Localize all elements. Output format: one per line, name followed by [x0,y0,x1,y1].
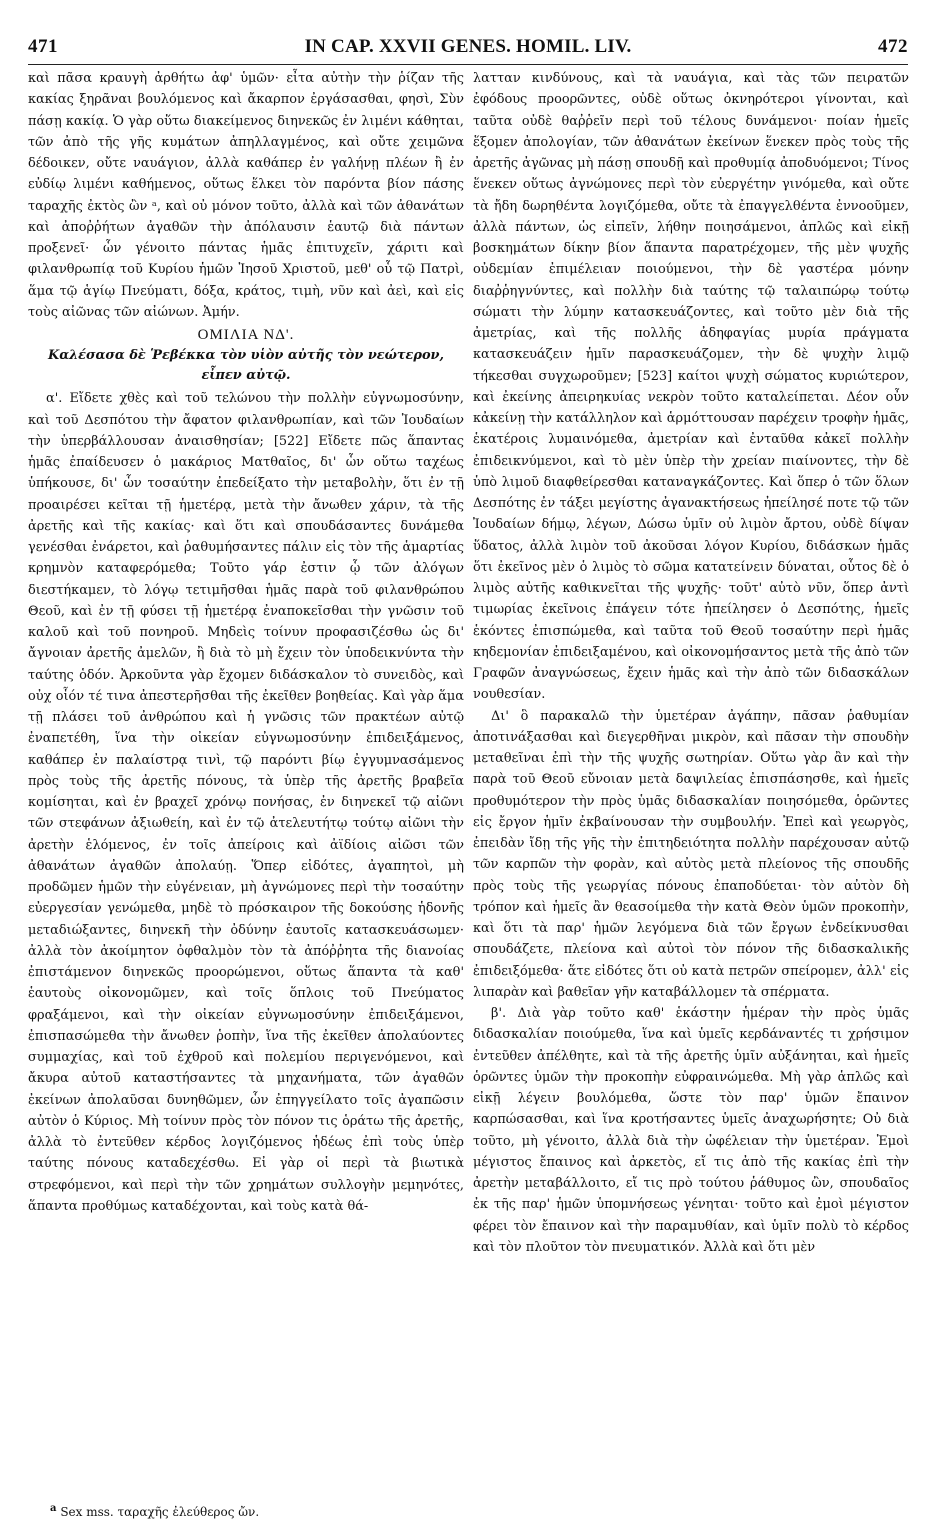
page-number-right: 472 [878,36,908,57]
footnote [50,1500,450,1521]
running-title: IN CAP. XXVII GENES. HOMIL. LIV. [304,36,632,57]
right-paragraph-1: λατταν κινδύνους, καὶ τὰ ναυάγια, καὶ τὰς τῶν πειρατῶν ἐφόδους προορῶντες, οὐδὲ οὕτως ὀκνηρότεροι γίνονται, καὶ ταῦτα οὐδὲ θαῤῥεῖν περὶ τοῦ τέλους δυνάμενοι· ποίαν ἡμεῖς ἕξομεν ἀπολογίαν, τῶν ἀθανάτων ἐκείνων ἕνεκεν πρὸς τοὺς τῆς ἀρετῆς ἀγῶνας μὴ πάσῃ σπουδῇ καὶ προθυμίᾳ ἀποδυόμενοι; Τίνος ἕνεκεν οὕτως ἀγνώμονες περὶ τὸν εὐεργέτην γινόμεθα, καὶ οὔτε τὰ ἤδη δωρηθέντα λογιζόμεθα, οὔτε τὰ ἐπαγγελθέντα ἐννοοῦμεν, ἀλλὰ πάντων, ὡς εἰπεῖν, λήθην ποιησάμενοι, ἁπλῶς καὶ εἰκῇ βοσκημάτων δίκην βίον ἅπαντα παρατρέχομεν, τῆς μὲν ψυχῆς οὐδεμίαν ἐπιμέλειαν ποιούμενοι, τὴν δὲ γαστέρα μόνην διαῤῥηγνύντες, καὶ πολλὴν διὰ ταύτης τῷ ταλαιπώρῳ τούτῳ σώματι τὴν λύμην κατασκευάζοντες, καὶ τοῦτο μὲν διὰ τῆς ἀμετρίας, καὶ τῆς πολλῆς ἀδηφαγίας μυρία πράγματα κατασκευάζειν ἡμῖν παρασκευάζομεν, τὴν δὲ ψυχὴν λιμῷ τήκεσθαι συγχωροῦμεν; [523] καίτοι ψυχὴ σώματος κυριώτερον, καὶ ἐκείνης ἀπειρηκυίας νεκρὸν τοῦτο καταλείπεται. Δέον οὖν κἀκείνῃ τὴν κατάλληλον καὶ ἁρμόττουσαν παρέχειν τροφὴν ἡμᾶς, ἑκατέροις λυμαινόμεθα, ἀμετρίαν καὶ ἐνταῦθα κἀκεῖ πολλὴν ἐπιδεικνύμενοι, καὶ τὸ μὲν ὑπὲρ τὴν χρείαν πιαίνοντες, τὴν δὲ ὑπὸ λιμοῦ διαφθείρεσθαι καταναγκάζοντες. Καὶ ὅπερ ὁ τῶν ὅλων Δεσπότης ἐν τάξει μεγίστης ἀγανακτήσεως ἠπείλησέ ποτε τῷ τῶν Ἰουδαίων δήμῳ, λέγων, Δώσω ὑμῖν οὐ λιμὸν ἄρτου, οὐδὲ δίψαν ὕδατος, ἀλλὰ λιμὸν τοῦ ἀκοῦσαι λόγον Κυρίου, διδάσκων ἡμᾶς ὅτι ἐκεῖνος μὲν ὁ λιμὸς τὸ σῶμα κατατείνειν δύναται, οὗτος δὲ ὁ λιμὸς αὐτῆς καθικνεῖται τῆς ψυχῆς· τοῦτ' αὐτὸ νῦν, ὅπερ ἀντὶ τιμωρίας ἐκεῖνοις ἐπάγειν τότε ἠπείλησεν ὁ Δεσπότης, ἡμεῖς ἑκόντες ἐπισπώμεθα, καὶ ταῦτα τοῦ Θεοῦ τοσαύτην περὶ ἡμᾶς κηδεμονίαν ἐπιδειξαμένου, καὶ οἰκονομήσαντος μετὰ τῆς ἀπὸ τῶν Γραφῶν ἀναγνώσεως, ἔχειν ἡμᾶς καὶ τὴν ἀπὸ τῶν διδασκάλων νουθεσίαν. [473,71,909,703]
left-paragraph-2: α'. Εἴδετε χθὲς καὶ τοῦ τελώνου τὴν πολλὴν εὐγνωμοσύνην, καὶ τοῦ Δεσπότου τὴν ἄφατον φιλανθρωπίαν, καὶ τῶν Ἰουδαίων τὴν ὑπερβάλλουσαν ἀναισθησίαν; [522] Εἴδετε πῶς ἅπαντας ἡμᾶς ἐπαίδευσεν ὁ μακάριος Ματθαῖος, δι' ὧν οὕτω ταχέως ὑπήκουσε, δι' ὧν τοσαύτην ἐπεδείξατο τὴν μεταβολὴν, ὅτι ἐν τῇ προαιρέσει κεῖται τῇ ἡμετέρᾳ, μετὰ τὴν ἄνωθεν χάριν, τὰ τῆς ἀρετῆς καὶ τῆς κακίας· καὶ ὅτι καὶ σπουδάσαντες δυνάμεθα γενέσθαι ἐνάρετοι, καὶ ῥαθυμήσαντες πάλιν εἰς τὸν τῆς ἁμαρτίας κρημνὸν καταφερόμεθα; Τοῦτο γάρ ἐστιν ᾧ τῶν ἀλόγων διεστήκαμεν, τὸ λόγῳ τετιμῆσθαι ἡμᾶς παρὰ τοῦ φιλανθρώπου Θεοῦ, καὶ ἐν τῇ φύσει τῇ ἡμετέρᾳ ἐναποκεῖσθαι τὴν γνῶσιν τοῦ καλοῦ καὶ τοῦ πονηροῦ. Μηδεὶς τοίνυν προφασιζέσθω ὡς δι' ἄγνοιαν ἀρετῆς ἀμελῶν, ἢ διὰ τὸ μὴ ἔχειν τὸν ὑποδεικνύντα τὴν ταύτης ὁδόν. Ἀρκοῦντα γὰρ ἔχομεν διδάσκαλον τὸ συνειδὸς, καὶ οὐχ οἷόν τέ τινα ἀπεστερῆσθαι τῆς ἐκεῖθεν βοηθείας. Καὶ γὰρ ἅμα τῇ πλάσει τοῦ ἀνθρώπου καὶ ἡ γνῶσις τῶν πρακτέων αὐτῷ ἐναπετέθη, ἵνα τὴν οἰκείαν εὐγνωμοσύνην ἐπιδειξάμενος, καθάπερ ἐν παλαίστρᾳ τινὶ, τῷ παρόντι βίῳ ἐγγυμνασάμενος πρὸς τοὺς τῆς ἀρετῆς πόνους, τὰ ὑπὲρ τῆς ἀρετῆς βραβεῖα κομίσηται, καὶ ἐν βραχεῖ χρόνῳ πονήσας, ἐν διηνεκεῖ τῷ αἰῶνι τῶν στεφάνων ἀξιωθείη, καὶ ἐν τῷ ἀτελευτήτῳ τούτῳ αἰῶνι τὴν ἀρετὴν ἑλόμενος, ἐν τοῖς ἀπείροις καὶ ἀϊδίοις αἰῶσι τῶν ἀθανάτων ἀγαθῶν ἀπολαύῃ. Ὅπερ εἰδότες, ἀγαπητοὶ, μὴ προδῶμεν ἡμῶν τὴν εὐγένειαν, μὴ ἀγνώμονες περὶ τὴν τοσαύτην εὐεργεσίαν γενώμεθα, μηδὲ τὸ πρόσκαιρον τῆς δοκούσης ἡδονῆς μεταδιώξαντες, διηνεκῆ τὴν ὀδύνην ἑαυτοῖς κατασκευάσωμεν· ἀλλὰ τὸν ἀκοίμητον ὀφθαλμὸν τὸν τὰ ἀπόῤῥητα τῆς διανοίας ἐπιστάμενον διηνεκῶς προορώμενοι, οὕτως ἅπαντα τὰ καθ' ἑαυτοὺς οἰκονομῶμεν, καὶ τοῖς ὅπλοις τοῦ Πνεύματος φραξάμενοι, καὶ τὴν οἰκείαν εὐγνωμοσύνην ἐπιδειξάμενοι, ἐπισπασώμεθα τὴν ἄνωθεν ῥοπὴν, ἵνα τῆς ἐκεῖθεν ἀπολαύοντες συμμαχίας, καὶ τοῦ ἐχθροῦ καὶ πολεμίου περιγενόμενοι, καὶ ἄκυρα αὐτοῦ καταστήσαντες τὰ μηχανήματα, τῶν ἀγαθῶν ἐκείνων ἀπολαῦσαι δυνηθῶμεν, ὧν ἐπηγγείλατο τοῖς ἀγαπῶσιν αὐτὸν ὁ Κύριος. Μὴ τοίνυν πρὸς τὸν πόνον τις ὁράτω τῆς ἀρετῆς, ἀλλὰ τὸ ἐντεῦθεν κέρδος λογιζόμενος ἡδέως ἐπὶ τοὺς ὑπὲρ ταύτης πόνους καταδεχέσθω. Εἰ γὰρ οἱ περὶ τὰ βιωτικὰ στρεφόμενοι, καὶ περὶ τὴν τῶν χρημάτων συλλογὴν μεμηνότες, ἅπαντα προθύμως καταδέχονται, καὶ τοὺς κατὰ θά- [28,391,464,1214]
right-paragraph-3: β'. Διὰ γὰρ τοῦτο καθ' ἑκάστην ἡμέραν τὴν πρὸς ὑμᾶς διδασκαλίαν ποιούμεθα, ἵνα καὶ ὑμεῖς κερδάναντές τι χρήσιμον ἐντεῦθεν ἀπέλθητε, καὶ τὰ τῆς ἀρετῆς ὑμῖν αὐξάνηται, καὶ ἡμεῖς ὁρῶντες ὑμῶν τὴν προκοπὴν εὐφραινώμεθα. Μὴ γὰρ ἁπλῶς καὶ εἰκῇ λέγειν βουλόμεθα, ὥστε τὸν παρ' ὑμῶν ἔπαινον καρπώσασθαι, καὶ ἵνα κροτήσαντες ὑμεῖς ἀναχωρήσητε; Οὐ διὰ τοῦτο, μὴ γένοιτο, ἀλλὰ διὰ τὴν ὠφέλειαν τὴν ὑμετέραν. Ἐμοὶ μέγιστος ἔπαινος καὶ ἀρκετὸς, εἴ τις ἀπὸ τῆς κακίας ἐπὶ τὴν ἀρετὴν μεταβάλλοιτο, εἴ τις πρὸ τούτου ῥάθυμος ὢν, σπουδαῖος ἐκ τῆς παρ' ἡμῶν ὑπομνήσεως γένηται· τοῦτο καὶ ἐμοὶ μέγιστον φέρει τὸν ἔπαινον καὶ τὴν παραμυθίαν, καὶ ὑμῖν πολὺ τὸ κέρδος καὶ τὸν πλοῦτον τὸν πνευματικόν. Ἀλλὰ καὶ ὅτι μὲν [473,1006,909,1255]
running-header [28,36,908,62]
homily-title: ΟΜΙΛΙΑ ΝΔ'. [197,327,295,343]
header-rule [28,64,908,65]
left-paragraph-1: καὶ πᾶσα κραυγὴ ἀρθήτω ἀφ' ὑμῶν· εἶτα αὐτὴν τὴν ῥίζαν τῆς κακίας ξηρᾶναι βουλόμενος καὶ ἄκαρπον ἐργάσασθαι, φησὶ, Σὺν πάσῃ κακίᾳ. Ὁ γὰρ οὕτω διακείμενος διηνεκῶς ἐν λιμένι κάθηται, τῶν ἀπὸ τῆς γῆς κυμάτων ἀπηλλαγμένος, καὶ οὔτε χειμῶνα δέδοικεν, οὔτε ναυάγιον, ἀλλὰ καθάπερ ἐν γαλήνῃ πλέων ἢ ἐν εὐδίῳ λιμένι καθήμενος, οὕτως ἕλκει τὸν παρόντα βίον πάσης ταραχῆς ἐκτὸς ὢν ᵃ, καὶ οὐ μόνον τοῦτο, ἀλλὰ καὶ τῶν ἀθανάτων καὶ ἀποῤῥήτων ἀγαθῶν τὴν ἀπόλαυσιν ἑαυτῷ διὰ πάντων προξενεῖ· ὧν γένοιτο πάντας ἡμᾶς ἐπιτυχεῖν, χάριτι καὶ φιλανθρωπίᾳ τοῦ Κυρίου ἡμῶν Ἰησοῦ Χριστοῦ, μεθ' οὗ τῷ Πατρὶ, ἅμα τῷ ἁγίῳ Πνεύματι, δόξα, κράτος, τιμὴ, νῦν καὶ ἀεὶ, καὶ εἰς τοὺς αἰῶνας τῶν αἰώνων. Ἀμήν. [28,71,464,320]
footnote-mark: a [50,1503,57,1514]
right-paragraph-2: Δι' ὃ παρακαλῶ τὴν ὑμετέραν ἀγάπην, πᾶσαν ῥαθυμίαν ἀποτινάξασθαι καὶ διεγερθῆναι μικρὸν, καὶ πᾶσαν τὴν σπουδὴν μεταθεῖναι ἐπὶ τὴν τῆς ψυχῆς σωτηρίαν. Οὕτω γὰρ ἂν καὶ τὴν παρὰ τοῦ Θεοῦ εὔνοιαν μετὰ δαψιλείας ἐπισπάσησθε, καὶ ἡμεῖς προθυμότερον τὴν πρὸς ὑμᾶς διδασκαλίαν ποιησόμεθα, ὁρῶντες εἰς ἔργον ἡμῖν ἐκβαίνουσαν τὴν συμβουλήν. Ἐπεὶ καὶ γεωργὸς, ἐπειδὰν ἴδῃ τῆς γῆς τὴν ἐπιτηδειότητα πολλὴν παρέχουσαν αὐτῷ τῶν καρπῶν τὴν φορὰν, καὶ αὐτὸς μετὰ πλείονος τῆς σπουδῆς πρὸς τοὺς τῆς γεωργίας πόνους ἐπαποδύεται· τὸν αὐτὸν δὴ τρόπον καὶ ἡμεῖς ἂν θεασοίμεθα τὴν κατὰ Θεὸν ὑμῶν προκοπὴν, καὶ ὅτι τὰ παρ' ἡμῶν λεγόμενα διὰ τῶν ἔργων ἐνδείκνυσθαι σπουδάζετε, πλείονα καὶ αὐτοὶ τὸν πόνον τῆς διδασκαλικῆς ἐπιδειξόμεθα· ἅτε εἰδότες ὅτι οὐ κατὰ πετρῶν σπείρομεν, ἀλλ' εἰς λιπαρὰν καὶ βαθεῖαν γῆν καταβάλλομεν τὰ σπέρματα. [473,708,909,1000]
left-column [28,68,464,1488]
right-column [473,68,909,1488]
footnote-text: Sex mss. ταραχῆς ἐλεύθερος ὤν. [60,1505,260,1519]
homily-verse: Καλέσασα δὲ Ῥεβέκκα τὸν υἱὸν αὐτῆς τὸν νεώτερον, εἶπεν αὐτῷ. [48,348,444,384]
page-number-left: 471 [28,36,58,57]
